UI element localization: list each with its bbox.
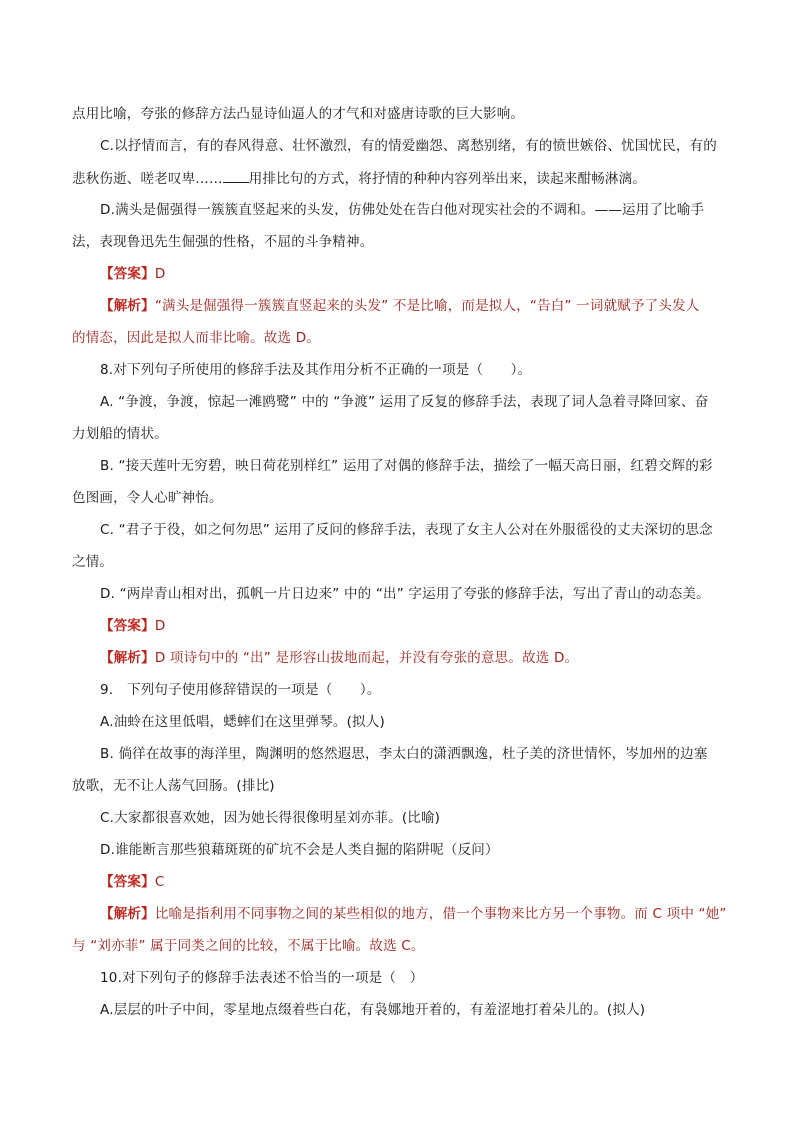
option-a-line: A.油蛉在这里低唱，蟋蟀们在这里弹琴。(拟人) [100,714,385,730]
answer-line [100,264,750,284]
question-8: 8.对下列句子所使用的修辞手法及其作用分析不正确的一项是（ ）。 [100,362,532,378]
question-10: 10.对下列句子的修辞手法表述不恰当的一项是（ ） [100,970,424,986]
option-d-line: D.满头是倔强得一簇簇直竖起来的头发，仿佛处处在告白他对现实社会的不调和。——运用了比喻手 [100,202,705,218]
analysis-tag: 【解析】 [100,298,155,314]
analysis-text: 与 “刘亦菲” 属于同类之间的比较，不属于比喻。故选 C。 [72,938,425,954]
option-d-line: D. “两岸青山相对出，孤帆一片日边来” 中的 “出” 字运用了夸张的修辞手法，写出了青山的动态美。 [100,586,710,602]
option-c-line: C.以抒情而言，有的春风得意、壮怀激烈，有的情爱幽怨、离愁别绪，有的愤世嫉俗、忧国忧民，有的 [100,138,717,154]
answer-value: D [154,266,166,282]
option-a-line: A.层层的叶子中间，零星地点缀着些白花，有袅娜地开着的，有羞涩地打着朵儿的。(拟人) [100,1002,646,1018]
option-a-line: A. “争渡，争渡，惊起一滩鸥鹭” 中的 “争渡” 运用了反复的修辞手法，表现了词人急着寻降回家、奋 [100,394,709,410]
text-fragment: 悲秋伤逝、嗟老叹卑…… [72,171,223,187]
answer-value: D [154,618,166,634]
question-9: 9. 下列句子使用修辞错误的一项是（ ）。 [100,682,381,698]
analysis-line [100,648,750,668]
option-d-line: D.谁能断言那些狼藉斑斑的矿坑不会是人类自掘的陷阱呢（反问） [100,842,499,858]
option-c-line: C. “君子于役，如之何勿思” 运用了反问的修辞手法，表现了女主人公对在外服徭役的丈夫深切的思念 [100,522,713,538]
option-b-line: B. “接天莲叶无穷碧，映日荷花别样红” 运用了对偶的修辞手法，描绘了一幅天高日丽，红碧交辉的彩 [100,458,713,474]
analysis-tag: 【解析】 [100,906,155,922]
answer-tag: 【答案】 [100,266,155,282]
analysis-text: “满头是倔强得一簇簇直竖起来的头发” 不是比喻，而是拟人，“告白” 一词就赋予了头发人 [154,298,700,314]
text-line: 点用比喻，夸张的修辞方法凸显诗仙逼人的才气和对盛唐诗歌的巨大影响。 [72,106,525,122]
answer-value: C [154,874,165,890]
text-line: 力划船的情状。 [72,426,168,442]
blank-underline [223,168,249,183]
analysis-tag: 【解析】 [100,650,155,666]
text-fragment: 用排比句的方式，将抒情的种种内容列举出来，读起来酣畅淋漓。 [248,171,647,187]
analysis-text: D 项诗句中的 “出” 是形容山拔地而起，并没有夸张的意思。故选 D。 [154,650,579,666]
text-line: 法，表现鲁迅先生倔强的性格，不屈的斗争精神。 [72,234,374,250]
analysis-line [100,296,750,316]
text-line: 色图画，令人心旷神怡。 [72,490,223,506]
text-line [72,168,722,189]
analysis-text: 的情态，因此是拟人而非比喻。故选 D。 [72,330,320,346]
answer-tag: 【答案】 [100,874,155,890]
text-line: 之情。 [72,554,114,570]
analysis-text: 比喻是指利用不同事物之间的某些相似的地方，借一个事物来比方另一个事物。而 C 项中 “她” [154,906,727,922]
text-line: 放歌，无不让人荡气回肠。(排比) [72,778,275,794]
option-b-line: B. 倘徉在故事的海洋里，陶渊明的悠然遐思，李太白的潇洒飘逸，杜子美的济世情怀，岑加州的边塞 [100,746,708,762]
answer-line [100,616,750,636]
analysis-line [100,904,750,924]
option-c-line: C.大家都很喜欢她，因为她长得很像明星刘亦菲。(比喻) [100,810,441,826]
answer-tag: 【答案】 [100,618,155,634]
answer-line [100,872,750,892]
